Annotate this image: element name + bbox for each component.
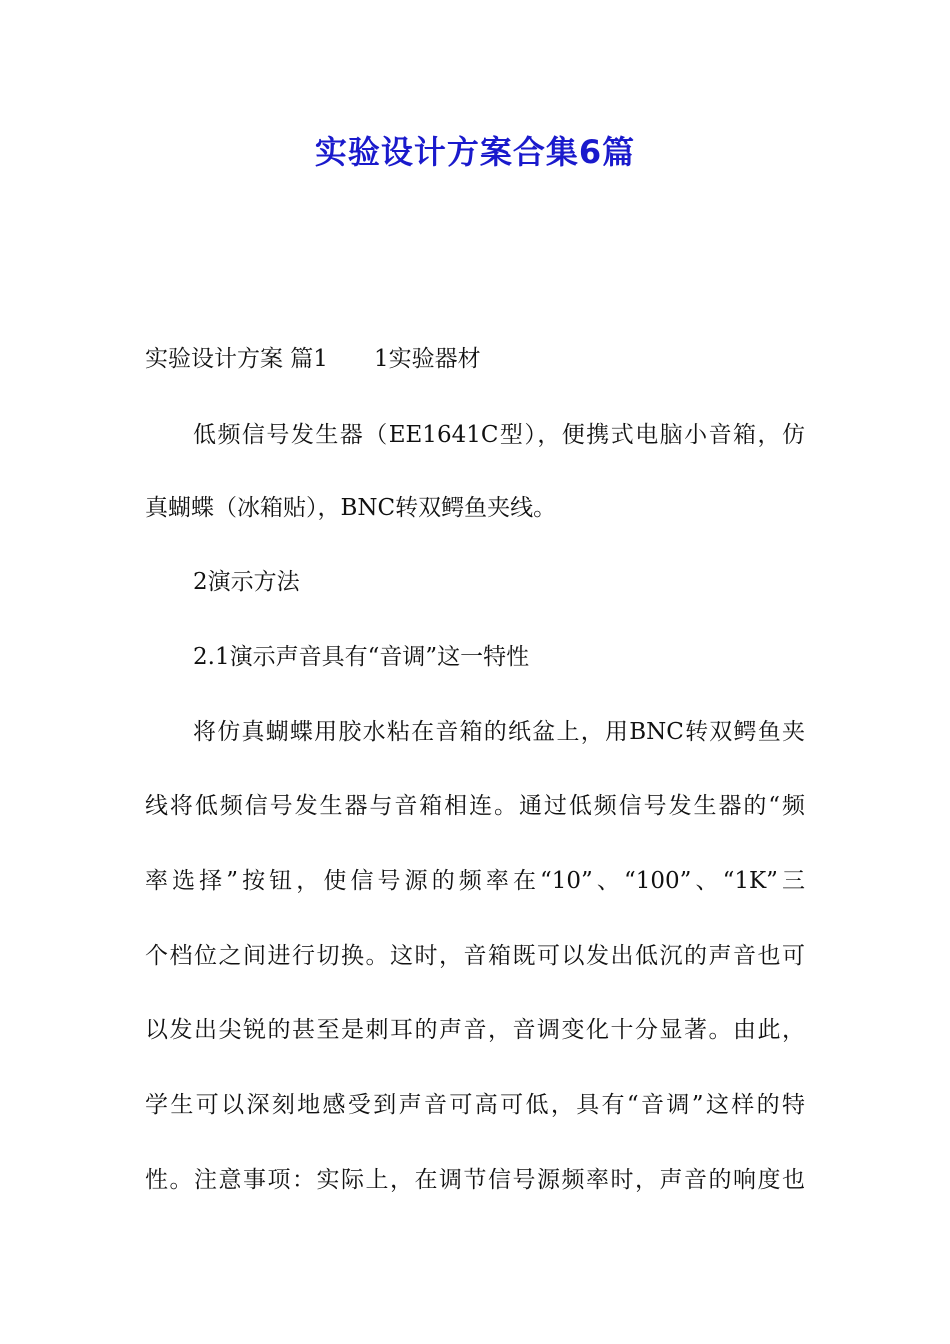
paragraph-line-5: 率选择”按钮，使信号源的频率在“10”、“100”、“1K”三: [145, 868, 805, 894]
subheading-demo-method: 2演示方法: [193, 569, 300, 595]
paragraph-line-1: 低频信号发生器（EE1641C型），便携式电脑小音箱，仿: [193, 422, 805, 448]
paragraph-line-4: 线将低频信号发生器与音箱相连。通过低频信号发生器的“频: [145, 793, 805, 819]
subheading-pitch-demo: 2.1演示声音具有“音调”这一特性: [193, 644, 530, 670]
paragraph-line-8: 学生可以深刻地感受到声音可高可低，具有“音调”这样的特: [145, 1092, 805, 1118]
paragraph-line-7: 以发出尖锐的甚至是刺耳的声音，音调变化十分显著。由此，: [145, 1017, 805, 1043]
section-subheading-label: 1实验器材: [373, 346, 481, 372]
document-title: 实验设计方案合集6篇: [314, 133, 636, 171]
section-heading-label: 实验设计方案 篇1: [145, 346, 328, 372]
paragraph-line-6: 个档位之间进行切换。这时，音箱既可以发出低沉的声音也可: [145, 943, 805, 969]
paragraph-line-9: 性。注意事项：实际上，在调节信号源频率时，声音的响度也: [145, 1167, 805, 1193]
paragraph-line-2: 真蝴蝶（冰箱贴），BNC转双鳄鱼夹线。: [145, 495, 557, 521]
paragraph-line-3: 将仿真蝴蝶用胶水粘在音箱的纸盆上，用BNC转双鳄鱼夹: [193, 719, 805, 745]
section-heading: [145, 343, 825, 375]
